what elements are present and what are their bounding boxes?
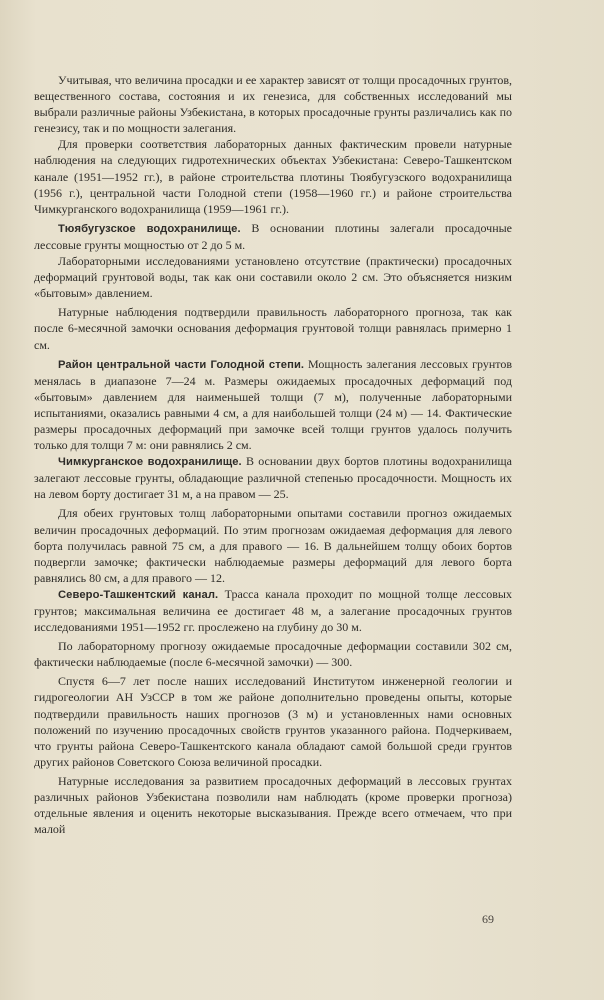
paragraph: Лабораторными исследованиями установлено отсутствие (практически) просадочных деформаций грунтовой воды, так как они составили около 2 см. Это объясняется низким «бытовым» давлением. [34,254,512,301]
paragraph: Чимкурганское водохранилище. В основании двух бортов плотины водохранилища залегают лессовые грунты, обладающие различной степенью просадочности. Мощность их на левом борту достигает 31 м, а на правом — 25. [34,454,512,502]
paragraph: Спустя 6—7 лет после наших исследований Институтом инженерной геологии и гидрогеологии АН УзССР в том же районе дополнительно проведены опыты, которые подтвердили правильность наших прогнозов (3 м) и установленных нами основных положений по изучению просадочных свойств грунтов указанного района. Подчеркиваем, что грунты района Северо-Ташкентского канала обладают самой большой среди грунтов других районов Советского Союза величиной просадки. [34,674,512,769]
paragraph: Северо-Ташкентский канал. Трасса канала проходит по мощной толще лессовых грунтов; максимальная величина ее достигает 48 м, а залегание просадочных грунтов исследованиями 1951—1952 гг. прослежено на глубину до 30 м. [34,586,512,635]
paragraph: Натурные исследования за развитием просадочных деформаций в лессовых грунтах различных районов Узбекистана позволили нам наблюдать (кроме проверки прогноза) отдельные явления и оценить некоторые высказывания. Прежде всего отмечаем, что при малой [34,773,512,837]
section-heading: Чимкурганское водохранилище. [58,456,242,469]
page-number: 69 [482,912,494,926]
section-heading: Тюябугузское водохранилище. [58,222,241,235]
paragraph: Натурные наблюдения подтвердили правильность лабораторного прогноза, так как после 6-месячной замочки основания деформация грунтовой толщи равнялась примерно 1 см. [34,305,512,352]
paragraph: Для обеих грунтовых толщ лабораторными опытами составили прогноз ожидаемых величин просадочных деформаций. По этим прогнозам ожидаемая деформация для левого борта получилась равной 75 см, а для правого — 16. В дальнейшем толщу обоих бортов подвергли замочке; фактически наблюдаемые размеры деформаций для левого борта равнялись 80 см, а для правого — 12. [34,506,512,585]
paragraph: По лабораторному прогнозу ожидаемые просадочные деформации составили 302 см, фактически наблюдаемые (после 6-месячной замочки) — 300. [34,639,512,670]
page-body [34,72,512,837]
paragraph: Для проверки соответствия лабораторных данных фактическим провели натурные наблюдения на следующих гидротехнических объектах Узбекистана: Северо-Ташкентском канале (1951—1952 гг.), в районе строительства плотины Тюябугузского водохранилища (1956 г.), центральной части Голодной степи (1958—1960 гг.) и районе строительства Чимкурганского водохранилища (1959—1961 гг.). [34,137,512,216]
paragraph: Тюябугузское водохранилище. В основании плотины залегали просадочные лессовые грунты мощностью от 2 до 5 м. [34,220,513,252]
section-heading: Район центральной части Голодной степи. [58,358,305,371]
section-heading: Северо-Ташкентский канал. [58,588,219,601]
paragraph: Район центральной части Голодной степи. Мощность залегания лессовых грунтов менялась в диапазоне 7—24 м. Размеры ожидаемых просадочных деформаций под «бытовым» давлением для наименьшей толщи (7 м), полученные лабораторными испытаниями, оказались равными 4 см, а для наибольшей толщи (24 м) — 14. Фактические размеры просадочных деформаций при замочке всей толщи грунтов удалось получить только для толщи 7 м: они равнялись 2 см. [34,356,513,453]
paragraph: Учитывая, что величина просадки и ее характер зависят от толщи просадочных грунтов, вещественного состава, состояния и их генезиса, для собственных исследований мы выбрали различные районы Узбекистана, в которых просадочные грунты различались как по генезису, так и по мощности залегания. [34,73,512,136]
